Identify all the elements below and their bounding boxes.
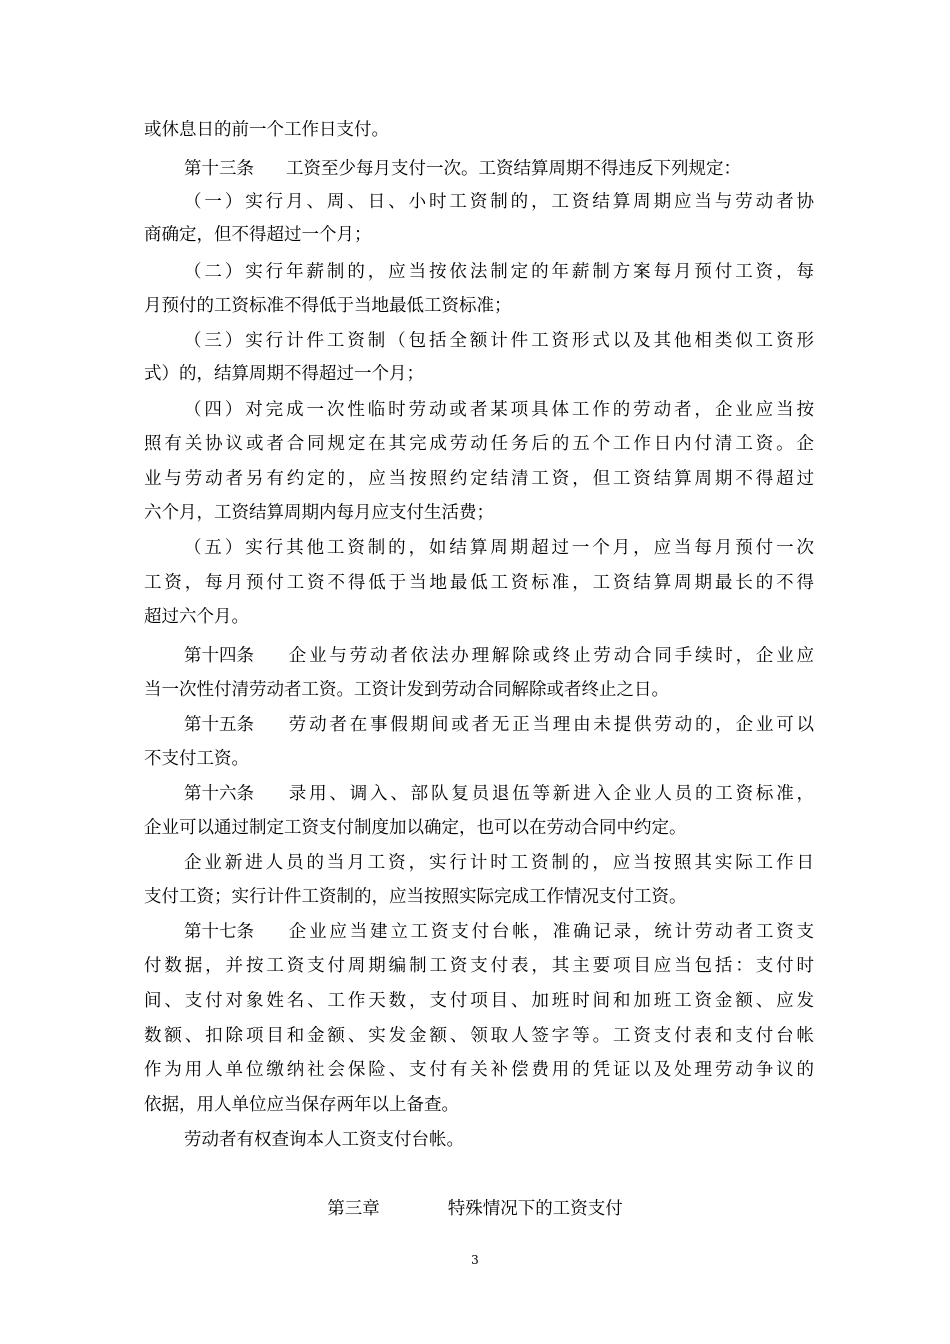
article-16-heading-line: 第十六条 录用、调入、部队复员退伍等新进入企业人员的工资标准， bbox=[184, 784, 814, 804]
text-line: 工资，每月预付工资不得低于当地最低工资标准，工资结算周期最长的不得 bbox=[144, 573, 814, 593]
chapter-title: 特殊情况下的工资支付 bbox=[447, 1199, 623, 1219]
text-line: 照有关协议或者合同规定在其完成劳动任务后的五个工作日内付清工资。企 bbox=[144, 434, 814, 454]
text-line: 业与劳动者另有约定的，应当按照约定结清工资，但工资结算周期不得超过 bbox=[144, 469, 814, 489]
text-line: 依据，用人单位应当保存两年以上备查。 bbox=[144, 1095, 459, 1115]
text-line: 当一次性付清劳动者工资。工资计发到劳动合同解除或者终止之日。 bbox=[144, 680, 669, 700]
text-line: （四）对完成一次性临时劳动或者某项具体工作的劳动者，企业应当按 bbox=[184, 400, 814, 420]
page-number: 3 bbox=[471, 1253, 479, 1267]
text-line: （二）实行年薪制的，应当按依法制定的年薪制方案每月预付工资，每 bbox=[184, 262, 814, 282]
text-line: 企业可以通过制定工资支付制度加以确定，也可以在劳动合同中约定。 bbox=[144, 818, 687, 838]
text-line: 数额、扣除项目和金额、实发金额、领取人签字等。工资支付表和支付台帐 bbox=[144, 1026, 814, 1046]
article-number: 第十三条 bbox=[184, 159, 254, 179]
text-line: 支付工资；实行计件工资制的，应当按照实际完成工作情况支付工资。 bbox=[144, 887, 687, 907]
article-number: 第十四条 bbox=[184, 646, 254, 666]
article-number: 第十五条 bbox=[184, 715, 254, 735]
text-line: 间、支付对象姓名、工作天数，支付项目、加班时间和加班工资金额、应发 bbox=[144, 991, 814, 1011]
text-line: （五）实行其他工资制的，如结算周期超过一个月，应当每月预付一次 bbox=[184, 538, 814, 558]
article-13-heading-line: 第十三条 工资至少每月支付一次。工资结算周期不得违反下列规定： bbox=[184, 159, 741, 179]
article-17-heading-line: 第十七条 企业应当建立工资支付台帐，准确记录，统计劳动者工资支 bbox=[184, 922, 814, 942]
text-line: 劳动者有权查询本人工资支付台帐。 bbox=[184, 1130, 464, 1150]
text-line: 月预付的工资标准不得低于当地最低工资标准； bbox=[144, 296, 512, 316]
text-line: 式）的，结算周期不得超过一个月； bbox=[144, 364, 424, 384]
text-line: 超过六个月。 bbox=[144, 607, 249, 627]
text-line: （一）实行月、周、日、小时工资制的，工资结算周期应当与劳动者协 bbox=[184, 192, 814, 212]
text-line: 企业新进人员的当月工资，实行计时工资制的，应当按照其实际工作日 bbox=[184, 853, 814, 873]
article-15-heading-line: 第十五条 劳动者在事假期间或者无正当理由未提供劳动的，企业可以 bbox=[184, 715, 814, 735]
text-line: 不支付工资。 bbox=[144, 749, 249, 769]
article-14-heading-line: 第十四条 企业与劳动者依法办理解除或终止劳动合同手续时，企业应 bbox=[184, 646, 814, 666]
text-line: 六个月，工资结算周期内每月应支付生活费； bbox=[144, 503, 494, 523]
text-line: 商确定，但不得超过一个月； bbox=[144, 225, 372, 245]
text-line: （三）实行计件工资制（包括全额计件工资形式以及其他相类似工资形 bbox=[184, 331, 814, 351]
text-line: 付数据，并按工资支付周期编制工资支付表，其主要项目应当包括：支付时 bbox=[144, 956, 814, 976]
text-line: 作为用人单位缴纳社会保险、支付有关补偿费用的凭证以及处理劳动争议的 bbox=[144, 1060, 814, 1080]
chapter-heading bbox=[0, 1197, 950, 1221]
chapter-number: 第三章 bbox=[327, 1199, 380, 1219]
text-line: 或休息日的前一个工作日支付。 bbox=[144, 120, 389, 140]
article-number: 第十七条 bbox=[184, 922, 254, 942]
article-number: 第十六条 bbox=[184, 784, 254, 804]
